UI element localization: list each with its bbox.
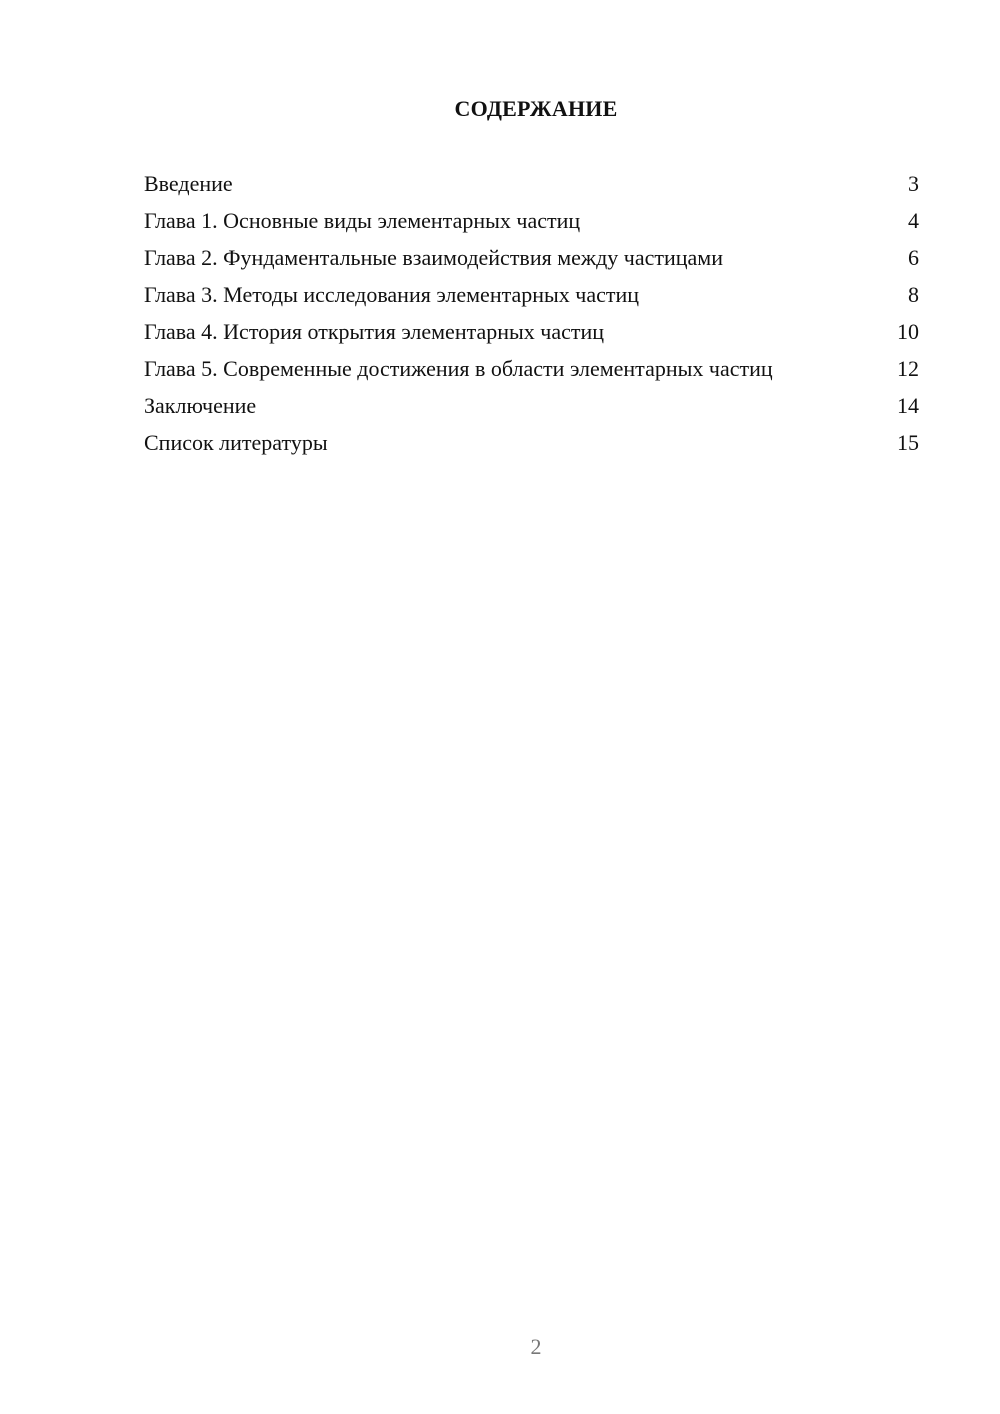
toc-entry-page: 8 [908, 282, 919, 307]
toc-entry-conclusion [144, 392, 919, 419]
toc-entry-page: 10 [897, 319, 919, 344]
toc-entry-page: 3 [908, 171, 919, 196]
toc-entry-chapter-2 [144, 244, 919, 271]
toc-entry-text: Глава 2. Фундаментальные взаимодействия между частицами [144, 245, 724, 270]
page-number: 2 [530, 1334, 542, 1359]
toc-entry-chapter-4 [144, 318, 919, 345]
toc-entry-page: 4 [908, 208, 919, 233]
toc-entry-page: 6 [908, 245, 919, 270]
toc-entry-text: Глава 3. Методы исследования элементарных частиц [144, 282, 640, 307]
toc-entry-bibliography [144, 429, 919, 456]
toc-entry-text: Введение [144, 171, 233, 196]
toc-title: СОДЕРЖАНИЕ [454, 96, 618, 121]
toc-entry-introduction [144, 170, 919, 197]
toc-entry-page: 14 [897, 393, 919, 418]
toc-entry-chapter-1 [144, 207, 919, 234]
toc-entry-chapter-5 [144, 355, 919, 382]
table-of-contents [144, 170, 919, 466]
toc-entry-text: Список литературы [144, 430, 328, 455]
toc-entry-page: 12 [897, 356, 919, 381]
toc-entry-text: Глава 5. Современные достижения в области элементарных частиц [144, 356, 773, 381]
toc-entry-page: 15 [897, 430, 919, 455]
toc-entry-text: Глава 1. Основные виды элементарных частиц [144, 208, 581, 233]
toc-entry-text: Глава 4. История открытия элементарных частиц [144, 319, 605, 344]
toc-entry-text: Заключение [144, 393, 257, 418]
toc-entry-chapter-3 [144, 281, 919, 308]
